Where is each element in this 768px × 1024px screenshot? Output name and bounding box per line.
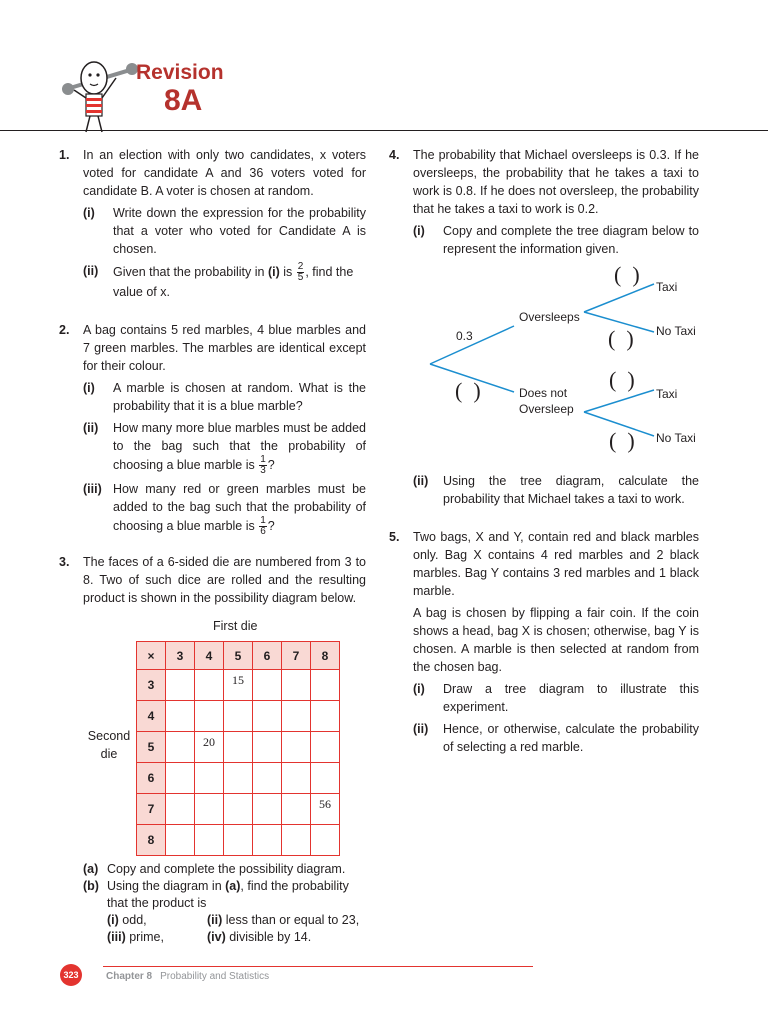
question-number: 2. <box>59 323 70 337</box>
grid-cell <box>195 825 224 856</box>
tree-taxi-1: Taxi <box>656 280 678 294</box>
header-rule <box>0 130 768 131</box>
question-text: A bag contains 5 red marbles, 4 blue marbles and 7 green marbles. The marbles are identical except for their colour. <box>83 323 366 373</box>
blank-paren: ( ) <box>609 428 635 453</box>
grid-cell <box>282 794 311 825</box>
grid-row <box>137 825 340 856</box>
footer-chapter: Chapter 8 Probability and Statistics <box>106 971 270 982</box>
grid-header-row <box>137 642 340 670</box>
sub-text: Copy and complete the tree diagram below to represent the information given. <box>443 224 699 256</box>
mascot-illustration <box>50 48 140 138</box>
question-1 <box>59 146 366 301</box>
grid-cell <box>253 670 282 701</box>
grid-cell <box>282 763 311 794</box>
sub-question <box>83 419 366 476</box>
grid-row <box>137 732 340 763</box>
question-text-2: A bag is chosen by flipping a fair coin. If the coin shows a head, bag X is chosen; otherwise, bag Y is chosen. A marble is then selected at random from the chosen bag. <box>413 606 699 674</box>
sub-text: How many red or green marbles must be added to the bag such that the probability of choosing a blue marble is <box>113 482 366 533</box>
grid-cell <box>282 670 311 701</box>
sub-label: (i) <box>413 224 425 238</box>
footer-rule <box>103 966 533 967</box>
grid-cell <box>282 701 311 732</box>
question-number: 3. <box>59 555 70 569</box>
grid-cell <box>166 670 195 701</box>
part-b-row-2: (iii) prime, (iv) divisible by 14. <box>107 930 312 944</box>
grid-cell <box>195 701 224 732</box>
sub-text: is <box>283 264 293 279</box>
grid-cell <box>311 670 340 701</box>
fraction: $\frac{1}{3}$ <box>260 454 266 476</box>
grid-cell <box>311 732 340 763</box>
sub-text: A marble is chosen at random. What is the probability that it is a blue marble? <box>113 381 366 413</box>
grid-cell <box>224 825 253 856</box>
grid-cell <box>166 763 195 794</box>
grid-col-header: 5 <box>224 642 253 670</box>
grid-cell <box>311 825 340 856</box>
sub-ref: (i) <box>267 264 280 279</box>
sub-question <box>413 472 699 508</box>
sub-text: ? <box>267 457 275 472</box>
grid-row <box>137 670 340 701</box>
blank-paren: ( ) <box>614 262 640 287</box>
grid-cell <box>166 825 195 856</box>
part-b: (b) Using the diagram in (a), find the probability that the product is <box>83 879 349 910</box>
question-3 <box>59 553 366 607</box>
sub-question <box>83 204 366 258</box>
tree-does-not: Does not <box>519 386 568 400</box>
question-2 <box>59 321 366 537</box>
grid-col-header: 6 <box>253 642 282 670</box>
part-b-row-1: (i) odd, (ii) less than or equal to 23, <box>107 913 360 927</box>
tree-taxi-2: Taxi <box>656 387 678 401</box>
grid-cell <box>224 794 253 825</box>
branch-taxi-2 <box>584 390 654 412</box>
sub-text: How many more blue marbles must be added to the bag such that the probability of choosing a blue marble is <box>113 421 366 472</box>
revision-word: Revision <box>136 61 224 84</box>
grid-col-header: 4 <box>195 642 224 670</box>
right-column-top <box>389 146 699 258</box>
revision-code: 8A <box>164 84 203 117</box>
grid-row-header: 7 <box>137 794 166 825</box>
grid-cell <box>253 701 282 732</box>
grid-row-header: 6 <box>137 763 166 794</box>
grid-cell: 20 <box>195 732 224 763</box>
part-a: (a) Copy and complete the possibility diagram. <box>83 862 346 876</box>
grid-col-header: 7 <box>282 642 311 670</box>
tree-no-taxi-1: No Taxi <box>656 324 696 338</box>
grid-cell <box>253 763 282 794</box>
grid-row <box>137 763 340 794</box>
question-5 <box>389 528 699 756</box>
question-3-parts <box>83 861 373 946</box>
grid-cell <box>224 763 253 794</box>
blank-paren: ( ) <box>455 378 481 403</box>
grid-cell <box>195 670 224 701</box>
sub-text: Write down the expression for the probability that a voter who voted for Candidate A is chosen. <box>113 206 366 256</box>
grid-cell: 56 <box>311 794 340 825</box>
question-number: 5. <box>389 530 400 544</box>
grid-cell: 15 <box>224 670 253 701</box>
possibility-diagram <box>136 641 340 856</box>
question-4 <box>389 146 699 258</box>
grid-cell <box>166 701 195 732</box>
question-text: The faces of a 6-sided die are numbered from 3 to 8. Two of such dice are rolled and the resulting product is shown in the possibility diagram below. <box>83 555 366 605</box>
grid-cell <box>224 701 253 732</box>
tree-prob: 0.3 <box>456 329 473 343</box>
right-column-bottom <box>389 472 699 756</box>
sub-text: Draw a tree diagram to illustrate this experiment. <box>443 682 699 714</box>
blank-paren: ( ) <box>608 326 634 351</box>
sub-text: Given that the probability in <box>113 264 265 279</box>
grid-corner: × <box>137 642 166 670</box>
grid-cell <box>253 732 282 763</box>
grid-row-header: 5 <box>137 732 166 763</box>
sub-text: , find the value of x. <box>113 264 354 299</box>
sub-label: (ii) <box>413 474 429 488</box>
sub-question <box>83 379 366 415</box>
fraction: $\frac{2}{5}$ <box>297 261 304 283</box>
sub-label: (ii) <box>413 722 429 736</box>
grid-row <box>137 701 340 732</box>
sub-label: (i) <box>83 381 95 395</box>
sub-text: ? <box>267 518 275 533</box>
second-die-label: Second die <box>87 729 131 761</box>
grid-row <box>137 794 340 825</box>
grid-cell <box>253 794 282 825</box>
tree-no-taxi-2: No Taxi <box>656 431 696 445</box>
grid-cell <box>166 794 195 825</box>
grid-cell <box>166 732 195 763</box>
grid-col-header: 3 <box>166 642 195 670</box>
question-text: In an election with only two candidates, x voters voted for candidate A and 36 voters voted for candidate B. A voter is chosen at random. <box>83 148 366 198</box>
sub-label: (iii) <box>83 482 102 496</box>
grid-cell <box>224 732 253 763</box>
question-number: 1. <box>59 148 70 162</box>
grid-cell <box>311 701 340 732</box>
question-number: 4. <box>389 148 400 162</box>
sub-question <box>83 480 366 537</box>
sub-label: (ii) <box>83 264 99 278</box>
grid-row-header: 3 <box>137 670 166 701</box>
sub-question <box>413 222 699 258</box>
grid-cell <box>311 763 340 794</box>
sub-label: (i) <box>413 682 425 696</box>
grid-cell <box>195 794 224 825</box>
branch-taxi-1 <box>584 284 654 312</box>
sub-text: Hence, or otherwise, calculate the probability of selecting a red marble. <box>443 722 699 754</box>
left-column <box>59 146 366 607</box>
tree-oversleep: Oversleep <box>519 402 574 416</box>
grid-cell <box>195 763 224 794</box>
grid-row-header: 4 <box>137 701 166 732</box>
question-text: Two bags, X and Y, contain red and black marbles only. Bag X contains 4 red marbles and 2 black marbles. Bag Y contains 3 red marbles and 1 black marble. <box>413 530 699 598</box>
first-die-label: First die <box>213 619 258 633</box>
grid-cell <box>253 825 282 856</box>
page-number: 323 <box>60 964 82 986</box>
blank-paren: ( ) <box>609 367 635 392</box>
sub-label: (i) <box>83 206 95 220</box>
fraction: $\frac{1}{6}$ <box>260 515 266 537</box>
grid-row-header: 8 <box>137 825 166 856</box>
sub-question <box>413 680 699 716</box>
tree-oversleeps: Oversleeps <box>519 310 580 324</box>
sub-text: Using the tree diagram, calculate the probability that Michael takes a taxi to work. <box>443 474 699 506</box>
sub-question <box>413 720 699 756</box>
question-text: The probability that Michael oversleeps is 0.3. If he oversleeps, the probability that he takes a taxi to work is 0.8. If he does not oversleep, the probability that he takes a taxi to work is 0.2. <box>413 148 699 216</box>
grid-cell <box>282 825 311 856</box>
sub-label: (ii) <box>83 421 99 435</box>
sub-question <box>83 262 366 301</box>
grid-cell <box>282 732 311 763</box>
grid-col-header: 8 <box>311 642 340 670</box>
